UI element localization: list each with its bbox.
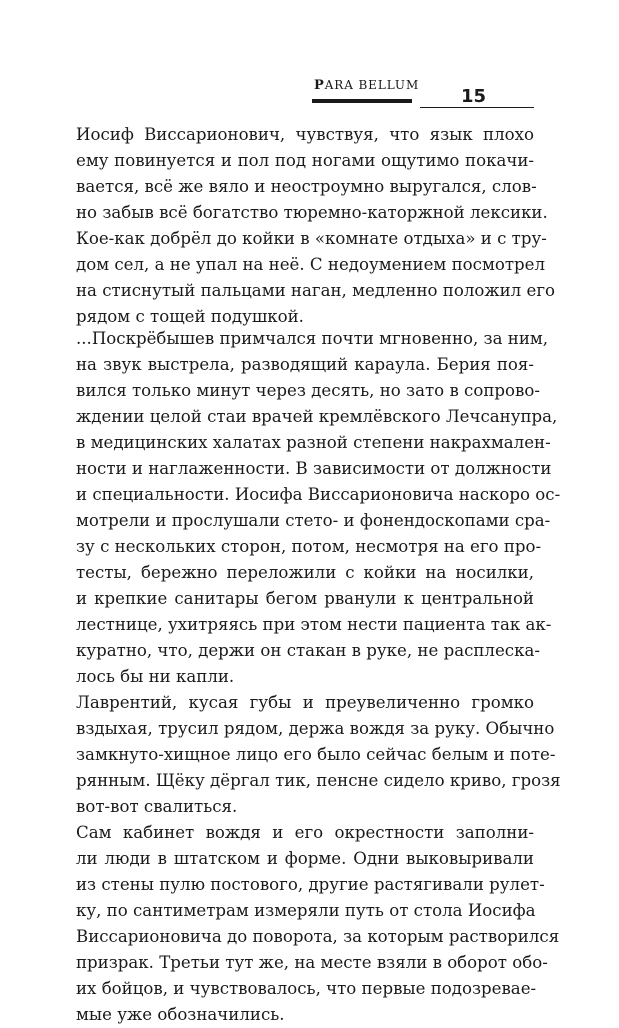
paragraph-1-line: Кое-как добрёл до койки в «комнате отдыха» и с тру- [76,229,547,248]
paragraph-4-line: мые уже обозначились. [76,1005,285,1024]
paragraph-3-line: Лаврентий, кусая губы и преувеличенно громко [76,693,534,712]
paragraph-1-line: рядом с тощей подушкой. [76,307,304,326]
paragraph-4-line: их бойцов, и чувствовалось, что первые подозревае- [76,979,537,998]
paragraph-1-line: вается, всё же вяло и неостроумно выругался, слов- [76,177,537,196]
paragraph-3-line: замкнуто-хищное лицо его было сейчас белым и поте- [76,745,556,764]
running-head-initial: P [314,78,325,93]
paragraph-4-line: из стены пулю постового, другие растягивали рулет- [76,875,545,894]
paragraph-2-line: лось бы ни капли. [76,667,235,686]
header-rule-thin [420,107,534,108]
paragraph-4-line: Виссарионовича до поворота, за которым растворился [76,927,560,946]
paragraph-4-line: Сам кабинет вождя и его окрестности заполни- [76,823,534,842]
paragraph-4-line: ли люди в штатском и форме. Одни выковыривали [76,849,534,868]
paragraph-2-line: куратно, что, держи он стакан в руке, не расплеска- [76,641,540,660]
page-number: 15 [461,86,487,107]
paragraph-2-line: мотрели и прослушали стето- и фонендоскопами сра- [76,511,551,530]
paragraph-2-line: зу с нескольких сторон, потом, несмотря на его про- [76,537,542,556]
running-head [314,78,419,93]
paragraph-2-line: вился только минут через десять, но зато в сопрово- [76,381,540,400]
paragraph-3-line: вздыхая, трусил рядом, держа вождя за руку. Обычно [76,719,555,738]
paragraph-1-line: дом сел, а не упал на неё. С недоумением посмотрел [76,255,546,274]
paragraph-3-line: вот-вот свалиться. [76,797,238,816]
paragraph-2-line: тесты, бережно переложили с койки на носилки, [76,563,534,582]
paragraph-4-line: призрак. Третьи тут же, на месте взяли в оборот обо- [76,953,548,972]
paragraph-3-line: рянным. Щёку дёргал тик, пенсне сидело криво, грозя [76,771,561,790]
paragraph-2-line: на звук выстрела, разводящий караула. Берия поя- [76,355,534,374]
paragraph-2-line: в медицинских халатах разной степени накрахмален- [76,433,551,452]
paragraph-2-line: ...Поскрёбышев примчался почти мгновенно, за ним, [76,329,549,348]
text-column-upper [76,122,555,330]
paragraph-1-line: но забыв всё богатство тюремно-каторжной лексики. [76,203,548,222]
paragraph-2-line: ности и наглаженности. В зависимости от должности [76,459,552,478]
paragraph-2-line: лестнице, ухитряясь при этом нести пациента так ак- [76,615,552,634]
running-head-title: ARA BELLUM [324,78,420,92]
paragraph-1-line: Иосиф Виссарионович, чувствуя, что язык плохо [76,125,534,144]
paragraph-1-line: на стиснутый пальцами наган, медленно положил его [76,281,555,300]
paragraph-1-line: ему повинуется и пол под ногами ощутимо покачи- [76,151,534,170]
paragraph-4-line: ку, по сантиметрам измеряли путь от стола Иосифа [76,901,536,920]
header-rule-thick [312,99,412,103]
paragraph-2-line: и крепкие санитары бегом рванули к центральной [76,589,534,608]
text-column-lower [76,326,561,1028]
paragraph-2-line: и специальности. Иосифа Виссарионовича наскоро ос- [76,485,561,504]
paragraph-2-line: ждении целой стаи врачей кремлёвского Лечсанупра, [76,407,558,426]
